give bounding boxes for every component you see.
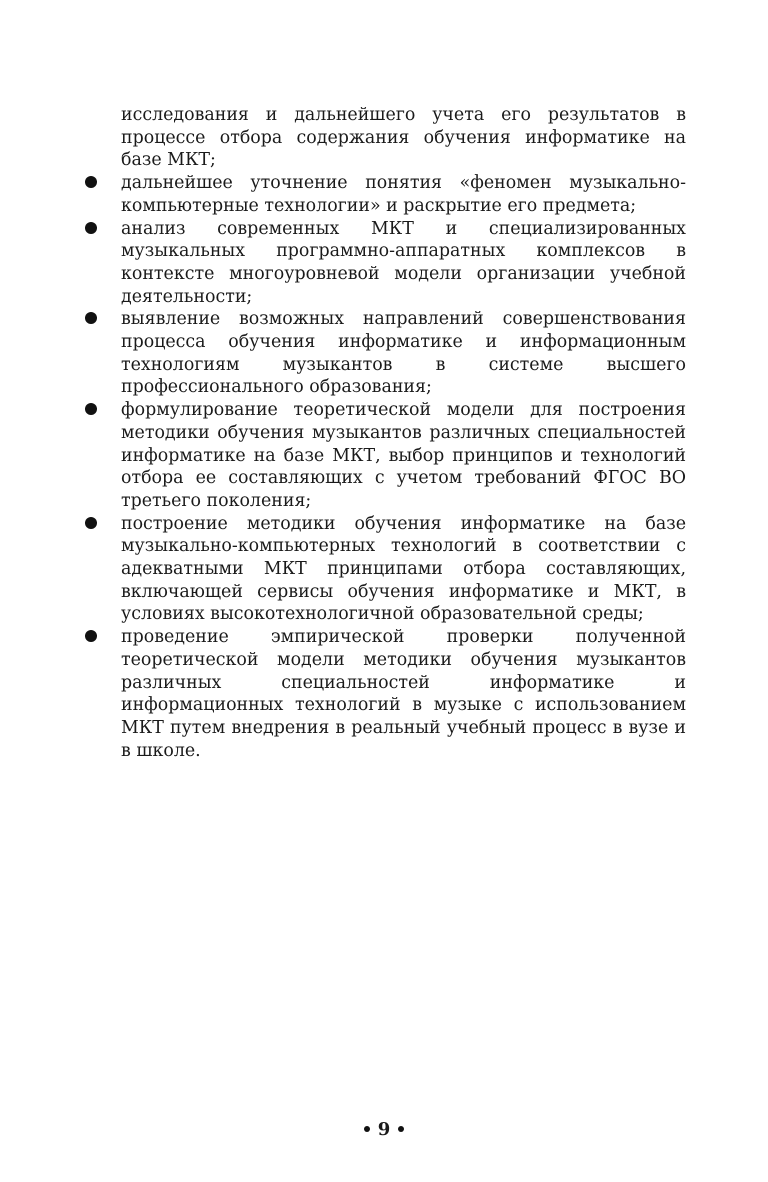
list-item-text: формулирование теоретической модели для построения методики обучения музыкантов различных специальностей информатике на базе МКТ, выбор принципов и технологий отбора ее составляющих с учетом требований ФГОС ВО третьего поколения; [121, 400, 686, 511]
folio-dot-right-icon [398, 1126, 404, 1132]
page-body [121, 104, 686, 762]
list-item-text: анализ современных МКТ и специализированных музыкальных программно-аппаратных комплексов в контексте многоуровневой модели организации учебной деятельности; [121, 218, 686, 307]
bullet-icon [85, 630, 97, 642]
intro-continuation: исследования и дальнейшего учета его результатов в процессе отбора содержания обучения информатике на базе МКТ; [121, 105, 686, 171]
list-item [121, 513, 686, 627]
folio-dot-left-icon [364, 1126, 370, 1132]
list-item-text: построение методики обучения информатике на базе музыкально-компьютерных технологий в соответствии с адекватными МКТ принципами отбора составляющих, включающей сервисы обучения информатике и МКТ, в условиях высокотехнологичной образовательной среды; [121, 513, 686, 625]
list-item [121, 308, 686, 399]
bullet-icon [85, 222, 97, 234]
bullet-icon [85, 517, 97, 529]
list-item [121, 172, 686, 217]
list-item-text: проведение эмпирической проверки полученной теоретической модели методики обучения музыкантов различных специальностей информатике и информационных технологий в музыке с использованием МКТ путем внедрения в реальный учебный процесс в вузе и в школе. [121, 627, 686, 761]
page-number: 9 [377, 1119, 391, 1140]
bullet-icon [85, 176, 97, 188]
bullet-icon [85, 312, 97, 324]
list-item-text: выявление возможных направлений совершенствования процесса обучения информатике и информационным технологиям музыкантов в системе высшего профессионального образования; [121, 309, 686, 398]
list-item [121, 218, 686, 309]
page-number-footer [0, 1118, 768, 1142]
bullet-icon [85, 403, 97, 415]
list-item-text: дальнейшее уточнение понятия «феномен музыкально-компьютерные технологии» и раскрытие его предмета; [121, 173, 686, 216]
bullet-list [121, 172, 686, 762]
list-item [121, 399, 686, 513]
list-item [121, 626, 686, 762]
